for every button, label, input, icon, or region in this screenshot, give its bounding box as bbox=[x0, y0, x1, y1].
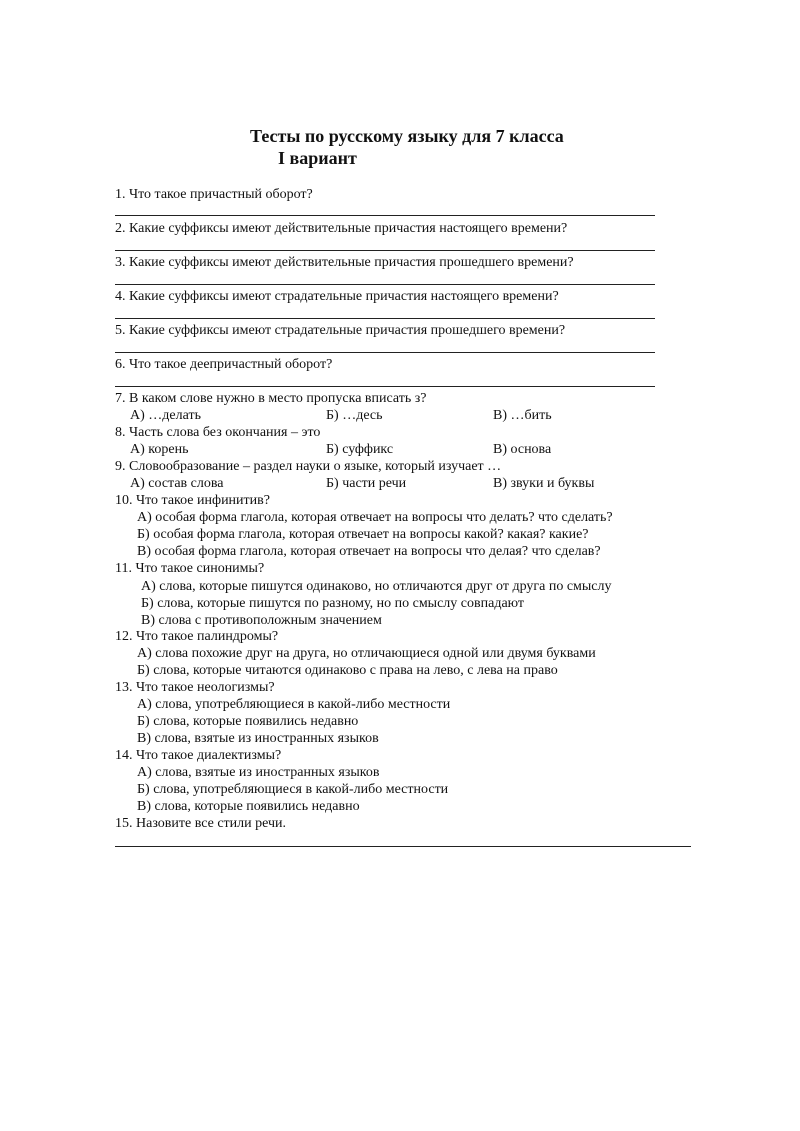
q9-option-c: В) звуки и буквы bbox=[493, 476, 595, 491]
q14-option-b: Б) слова, употребляющиеся в какой-либо местности bbox=[137, 782, 449, 797]
variant-heading: I вариант bbox=[278, 148, 357, 168]
question-10: 10. Что такое инфинитив? bbox=[115, 493, 270, 508]
q7-option-a: А) …делать bbox=[130, 408, 201, 423]
q7-option-b: Б) …десь bbox=[326, 408, 383, 423]
answer-line-4 bbox=[115, 318, 655, 319]
q8-option-b: Б) суффикс bbox=[326, 442, 394, 457]
question-11: 11. Что такое синонимы? bbox=[115, 561, 265, 576]
question-7: 7. В каком слове нужно в место пропуска вписать з? bbox=[115, 391, 427, 406]
q11-option-b: Б) слова, которые пишутся по разному, но по смыслу совпадают bbox=[141, 596, 525, 611]
q14-option-a: А) слова, взятые из иностранных языков bbox=[137, 765, 380, 780]
question-2: 2. Какие суффиксы имеют действительные причастия настоящего времени? bbox=[115, 221, 568, 236]
question-3: 3. Какие суффиксы имеют действительные причастия прошедшего времени? bbox=[115, 255, 574, 270]
q10-option-b: Б) особая форма глагола, которая отвечает на вопросы какой? какая? какие? bbox=[137, 527, 589, 542]
q11-option-a: А) слова, которые пишутся одинаково, но отличаются друг от друга по смыслу bbox=[141, 579, 612, 594]
question-1: 1. Что такое причастный оборот? bbox=[115, 187, 313, 202]
q8-option-c: В) основа bbox=[493, 442, 552, 457]
q10-option-a: А) особая форма глагола, которая отвечает на вопросы что делать? что сделать? bbox=[137, 510, 613, 525]
q9-option-b: Б) части речи bbox=[326, 476, 407, 491]
q7-option-c: В) …бить bbox=[493, 408, 552, 423]
question-8: 8. Часть слова без окончания – это bbox=[115, 425, 321, 440]
answer-line-6 bbox=[115, 386, 655, 387]
q11-option-c: В) слова с противоположным значением bbox=[141, 613, 382, 628]
question-4: 4. Какие суффиксы имеют страдательные причастия настоящего времени? bbox=[115, 289, 559, 304]
answer-line-3 bbox=[115, 284, 655, 285]
q13-option-c: В) слова, взятые из иностранных языков bbox=[137, 731, 379, 746]
q12-option-a: А) слова похожие друг на друга, но отличающиеся одной или двумя буквами bbox=[137, 646, 596, 661]
q13-option-a: А) слова, употребляющиеся в какой-либо местности bbox=[137, 697, 451, 712]
answer-line-15 bbox=[115, 846, 691, 847]
q12-option-b: Б) слова, которые читаются одинаково с права на лево, с лева на право bbox=[137, 663, 558, 678]
question-13: 13. Что такое неологизмы? bbox=[115, 680, 275, 695]
question-15: 15. Назовите все стили речи. bbox=[115, 816, 287, 831]
q10-option-c: В) особая форма глагола, которая отвечает на вопросы что делая? что сделав? bbox=[137, 544, 601, 559]
q14-option-c: В) слова, которые появились недавно bbox=[137, 799, 360, 814]
q9-option-a: А) состав слова bbox=[130, 476, 224, 491]
question-14: 14. Что такое диалектизмы? bbox=[115, 748, 282, 763]
answer-line-1 bbox=[115, 215, 655, 216]
answer-line-5 bbox=[115, 352, 655, 353]
question-12: 12. Что такое палиндромы? bbox=[115, 629, 279, 644]
q8-option-a: А) корень bbox=[130, 442, 189, 457]
document-title: Тесты по русскому языку для 7 класса bbox=[250, 126, 564, 146]
answer-line-2 bbox=[115, 250, 655, 251]
question-9: 9. Словообразование – раздел науки о языке, который изучает … bbox=[115, 459, 502, 474]
question-5: 5. Какие суффиксы имеют страдательные причастия прошедшего времени? bbox=[115, 323, 566, 338]
question-6: 6. Что такое деепричастный оборот? bbox=[115, 357, 333, 372]
q13-option-b: Б) слова, которые появились недавно bbox=[137, 714, 359, 729]
